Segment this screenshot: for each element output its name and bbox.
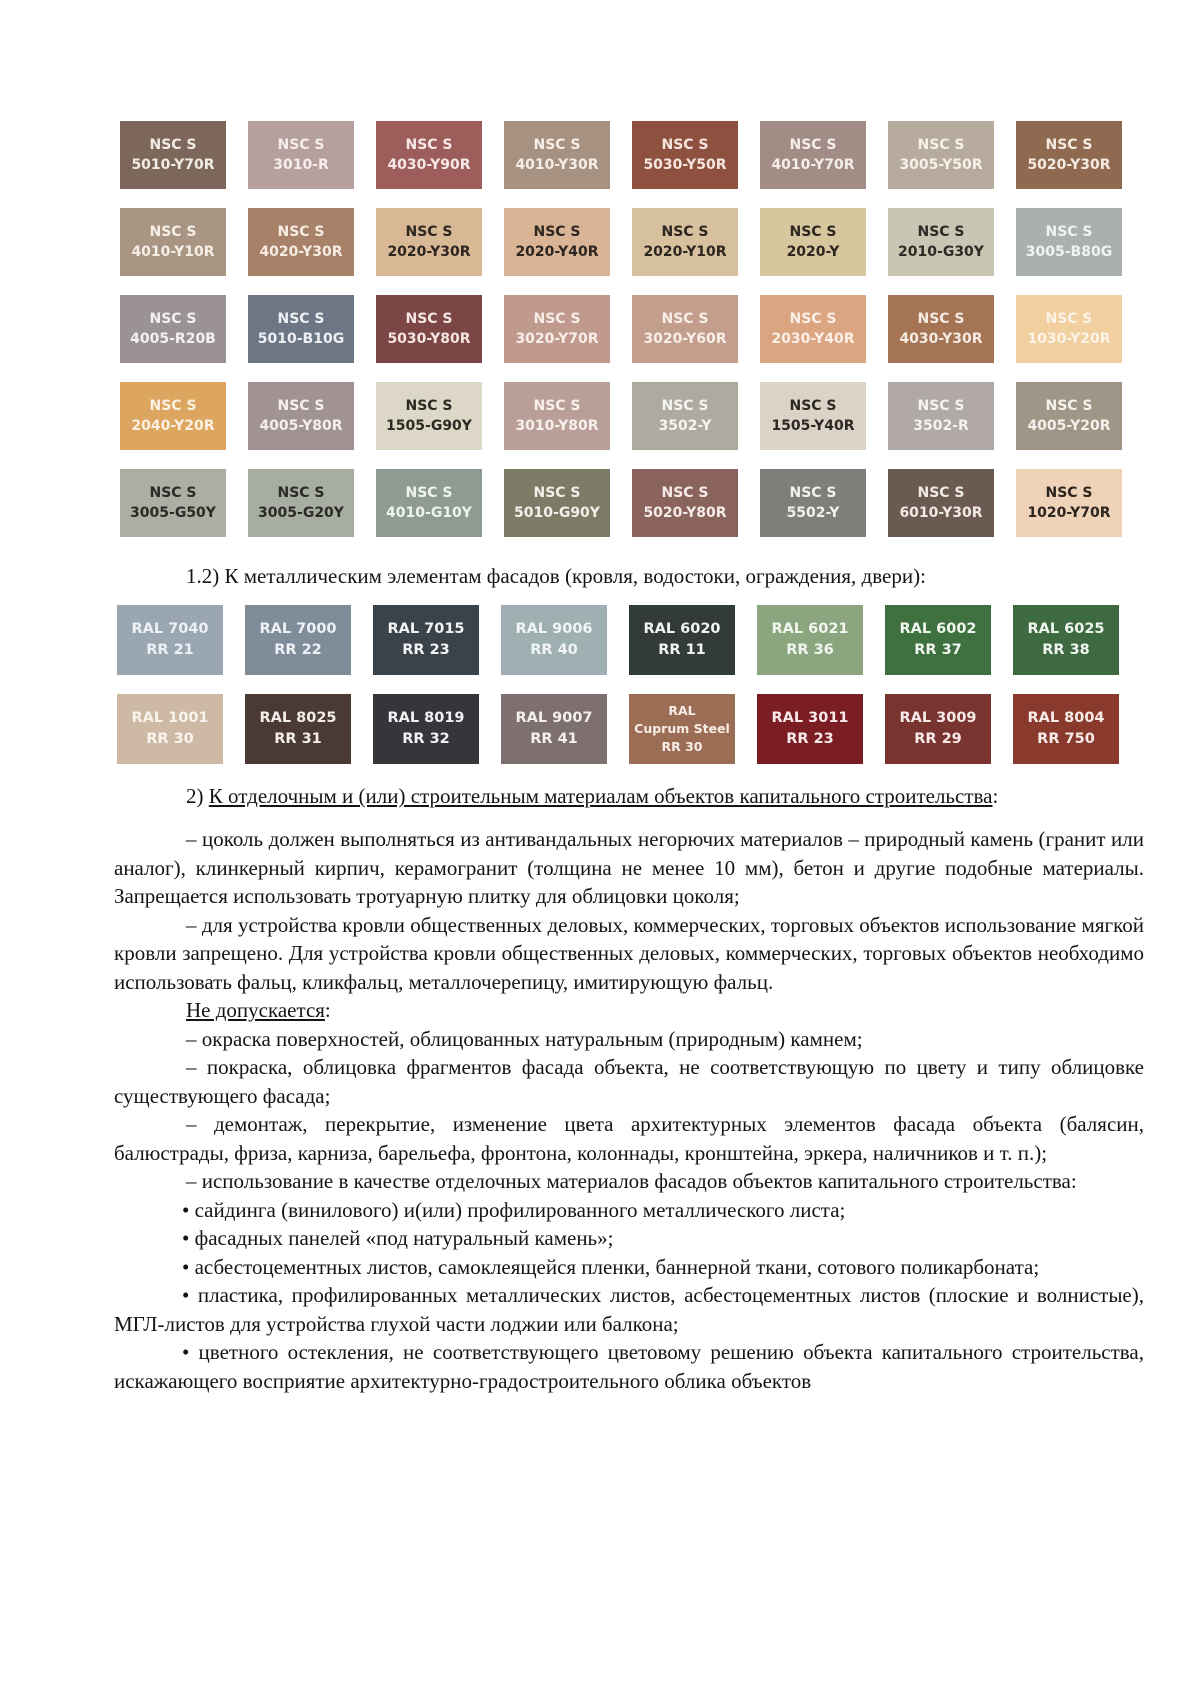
nsc-swatch (248, 382, 354, 450)
ral-swatch-label: RAL 8004 (1027, 710, 1105, 726)
nsc-swatch (760, 121, 866, 189)
nsc-swatch-label: 2040-Y20R (131, 418, 215, 434)
nsc-swatch (888, 469, 994, 537)
nsc-swatch-label: 5020-Y80R (643, 505, 727, 521)
nsc-swatch (376, 295, 482, 363)
ral-swatch-label: RAL 3009 (899, 710, 977, 726)
nsc-swatch-label: NSC S (917, 311, 965, 327)
nsc-swatch (376, 121, 482, 189)
nsc-swatch-label: 4005-R20B (130, 331, 216, 347)
ral-swatch-label: RR 29 (914, 731, 962, 747)
ral-swatch-label: RAL (668, 703, 696, 718)
not-allowed-label: Не допускается (186, 998, 325, 1022)
nsc-swatch-label: NSC S (917, 485, 965, 501)
nsc-swatch-label: 5020-Y30R (1027, 157, 1111, 173)
nsc-swatch (504, 382, 610, 450)
nsc-swatch-label: NSC S (277, 485, 325, 501)
nsc-swatch (632, 295, 738, 363)
nsc-swatch (760, 208, 866, 276)
bullet-item: • пластика, профилированных металлических листов, асбестоцементных листов (плоские и волнистые), МГЛ-листов для устройства глухой части лоджии или балкона; (114, 1283, 1144, 1336)
ral-swatch (245, 694, 351, 764)
nsc-swatch-label: 5010-G90Y (514, 505, 600, 521)
nsc-swatch (1016, 295, 1122, 363)
nsc-swatch (248, 469, 354, 537)
nsc-swatch (120, 469, 226, 537)
metal-elements-caption: 1.2) К металлическим элементам фасадов (кровля, водостоки, ограждения, двери): (186, 564, 926, 588)
ral-swatch-label: RR 38 (1042, 642, 1090, 658)
not-allowed-heading (114, 996, 1144, 1025)
not-allowed-colon: : (324, 998, 331, 1022)
nsc-swatch (760, 469, 866, 537)
ral-swatch-label: RAL 6021 (771, 621, 849, 637)
nsc-swatch (248, 121, 354, 189)
ral-swatch (245, 605, 351, 675)
nsc-swatch-label: 2020-Y40R (515, 244, 599, 260)
nsc-swatch (888, 208, 994, 276)
nsc-swatch (632, 469, 738, 537)
nsc-swatch-label: 4010-Y10R (131, 244, 215, 260)
nsc-swatch (248, 208, 354, 276)
nsc-swatch (1016, 121, 1122, 189)
nsc-swatch-label: 3502-Y (658, 418, 712, 434)
nsc-swatch-label: NSC S (277, 224, 325, 240)
bullet-item: • сайдинга (винилового) и(или) профилированного металлического листа; (182, 1197, 846, 1222)
nsc-swatch-label: NSC S (533, 224, 581, 240)
ral-swatch (501, 694, 607, 764)
bullet-item: • фасадных панелей «под натуральный камень»; (182, 1226, 614, 1250)
nsc-swatch (1016, 208, 1122, 276)
nsc-swatch-label: 3020-Y70R (515, 331, 599, 347)
nsc-swatch-label: NSC S (789, 398, 837, 414)
nsc-swatch-label: NSC S (917, 224, 965, 240)
nsc-swatch-label: NSC S (1045, 398, 1093, 414)
ral-swatch-label: RAL 9007 (515, 710, 593, 726)
prohibition-item: – покраска, облицовка фрагментов фасада объекта, не соответствующую по цвету и типу облицовке существующего фасада; (114, 1055, 1144, 1108)
ral-swatch (117, 694, 223, 764)
nsc-swatch-label: NSC S (149, 485, 197, 501)
nsc-swatch (888, 295, 994, 363)
ral-swatch-label: RR 750 (1037, 731, 1095, 747)
nsc-swatch-label: NSC S (1045, 224, 1093, 240)
nsc-swatch-label: 4030-Y30R (899, 331, 983, 347)
ral-swatch (1013, 694, 1119, 764)
ral-swatch-label: Cuprum Steel (634, 721, 730, 736)
nsc-swatch-label: 5010-Y70R (131, 157, 215, 173)
ral-swatch-label: RR 41 (530, 731, 578, 747)
nsc-swatch-label: NSC S (405, 224, 453, 240)
nsc-swatch-label: 3010-Y80R (515, 418, 599, 434)
ral-swatch-label: RAL 8025 (259, 710, 337, 726)
nsc-swatch (504, 295, 610, 363)
nsc-color-palette (120, 121, 1122, 537)
ral-swatch-label: RAL 7040 (131, 621, 209, 637)
nsc-swatch-label: NSC S (661, 224, 709, 240)
nsc-swatch (1016, 382, 1122, 450)
ral-swatch-label: RR 22 (274, 642, 322, 658)
nsc-swatch-label: 4020-Y30R (259, 244, 343, 260)
nsc-swatch-label: 2030-Y40R (771, 331, 855, 347)
nsc-swatch (504, 121, 610, 189)
nsc-swatch-label: 2020-Y (786, 244, 840, 260)
nsc-swatch-label: 5502-Y (786, 505, 840, 521)
nsc-swatch-label: NSC S (405, 398, 453, 414)
nsc-swatch-label: NSC S (149, 398, 197, 414)
plinth-paragraph: – цоколь должен выполняться из антивандальных негорючих материалов – природный камень (гранит или аналог), клинкерный кирпич, керамогранит (толщина не менее 10 мм), бетон и другие подобные материалы. Запрещается использовать тротуарную плитку для облицовки цоколя; (114, 827, 1144, 908)
nsc-swatch (504, 208, 610, 276)
nsc-swatch-label: 2010-G30Y (898, 244, 984, 260)
nsc-swatch-label: NSC S (149, 224, 197, 240)
nsc-swatch (888, 121, 994, 189)
ral-swatch-label: RR 40 (530, 642, 578, 658)
nsc-swatch (760, 295, 866, 363)
nsc-swatch-label: 5030-Y50R (643, 157, 727, 173)
ral-swatch (117, 605, 223, 675)
ral-swatch-label: RR 30 (661, 739, 703, 754)
nsc-swatch-label: 6010-Y30R (899, 505, 983, 521)
nsc-swatch-label: 5010-B10G (257, 331, 345, 347)
nsc-swatch-label: 3502-R (913, 418, 969, 434)
nsc-swatch-label: NSC S (661, 137, 709, 153)
nsc-swatch (120, 382, 226, 450)
section-2-number: 2) (186, 784, 209, 808)
nsc-swatch-label: NSC S (277, 398, 325, 414)
prohibition-item: – окраска поверхностей, облицованных натуральным (природным) камнем; (186, 1026, 863, 1051)
ral-swatch-label: RR 23 (786, 731, 834, 747)
nsc-swatch-label: 1505-Y40R (771, 418, 855, 434)
ral-swatch (373, 605, 479, 675)
ral-swatch (373, 694, 479, 764)
nsc-swatch-label: NSC S (405, 311, 453, 327)
nsc-swatch-label: 4010-G10Y (386, 505, 472, 521)
nsc-swatch-label: 5030-Y80R (387, 331, 471, 347)
nsc-swatch-label: 4005-Y80R (259, 418, 343, 434)
nsc-swatch-label: 3005-G20Y (258, 505, 344, 521)
nsc-swatch (376, 382, 482, 450)
ral-swatch-label: RAL 1001 (131, 710, 209, 726)
nsc-swatch-label: 4010-Y30R (515, 157, 599, 173)
nsc-swatch-label: NSC S (661, 485, 709, 501)
ral-swatch (629, 694, 735, 764)
nsc-swatch-label: NSC S (405, 137, 453, 153)
ral-swatch-label: RR 32 (402, 731, 450, 747)
ral-swatch-label: RR 36 (786, 642, 834, 658)
ral-swatch-label: RAL 6002 (899, 621, 977, 637)
ral-swatch (1013, 605, 1119, 675)
nsc-swatch-label: 2020-Y10R (643, 244, 727, 260)
roofing-paragraph: – для устройства кровли общественных деловых, коммерческих, торговых объектов использование мягкой кровли запрещено. Для устройства кровли общественных деловых, коммерческих, торговых объектов необходимо использовать фальц, кликфальц, металлочерепицу, имитирующую фальц. (114, 912, 1144, 994)
ral-swatch-label: RR 23 (402, 642, 450, 658)
ral-swatch-label: RR 31 (274, 731, 322, 747)
nsc-swatch (632, 208, 738, 276)
ral-swatch-label: RAL 3011 (771, 710, 849, 726)
nsc-swatch-label: NSC S (149, 311, 197, 327)
nsc-swatch-label: NSC S (1045, 137, 1093, 153)
nsc-swatch (120, 295, 226, 363)
nsc-swatch (120, 208, 226, 276)
nsc-swatch-label: NSC S (789, 311, 837, 327)
ral-swatch-label: RR 11 (658, 642, 706, 658)
ral-swatch-label: RAL 8019 (387, 710, 465, 726)
nsc-swatch (632, 382, 738, 450)
nsc-swatch (1016, 469, 1122, 537)
ral-swatch-label: RAL 6025 (1027, 621, 1105, 637)
nsc-swatch-label: NSC S (277, 311, 325, 327)
nsc-swatch-label: NSC S (533, 485, 581, 501)
ral-swatch (501, 605, 607, 675)
nsc-swatch-label: 3005-Y50R (899, 157, 983, 173)
ral-swatch-label: RAL 6020 (643, 621, 721, 637)
nsc-swatch-label: NSC S (661, 311, 709, 327)
nsc-swatch-label: NSC S (533, 137, 581, 153)
ral-swatch-label: RR 37 (914, 642, 962, 658)
nsc-swatch-label: NSC S (661, 398, 709, 414)
section-2-title: К отделочным и (или) строительным материалам объектов капитального строительства (208, 784, 993, 808)
nsc-swatch (632, 121, 738, 189)
nsc-swatch-label: 3020-Y60R (643, 331, 727, 347)
nsc-swatch-label: 3005-G50Y (130, 505, 216, 521)
nsc-swatch (248, 295, 354, 363)
nsc-swatch-label: 1505-G90Y (386, 418, 472, 434)
nsc-swatch-label: NSC S (917, 137, 965, 153)
nsc-swatch-label: 3010-R (273, 157, 329, 173)
prohibition-item: – демонтаж, перекрытие, изменение цвета архитектурных элементов фасада объекта (балясин, балюстрады, фриза, карниза, барельефа, фронтона, колоннады, кронштейна, эркера, наличников и т. п.); (114, 1112, 1144, 1165)
nsc-swatch-label: 4030-Y90R (387, 157, 471, 173)
section-2-heading (186, 784, 998, 809)
ral-swatch (629, 605, 735, 675)
ral-swatch (757, 694, 863, 764)
nsc-swatch-label: 4010-Y70R (771, 157, 855, 173)
bullet-item: • асбестоцементных листов, самоклеящейся пленки, баннерной ткани, сотового поликарбоната; (182, 1254, 1040, 1279)
nsc-swatch (376, 208, 482, 276)
ral-swatch (885, 694, 991, 764)
nsc-swatch-label: 1020-Y70R (1027, 505, 1111, 521)
nsc-swatch (888, 382, 994, 450)
ral-swatch-label: RAL 7000 (259, 621, 337, 637)
nsc-swatch-label: NSC S (1045, 485, 1093, 501)
ral-swatch-label: RAL 7015 (387, 621, 465, 637)
nsc-swatch-label: NSC S (533, 398, 581, 414)
nsc-swatch (760, 382, 866, 450)
nsc-swatch-label: NSC S (1045, 311, 1093, 327)
ral-swatch-label: RR 21 (146, 642, 194, 658)
body-text (114, 825, 1144, 1395)
ral-color-palette (117, 605, 1119, 764)
ral-swatch (757, 605, 863, 675)
nsc-swatch-label: 2020-Y30R (387, 244, 471, 260)
bullet-item: • цветного остекления, не соответствующего цветовому решению объекта капитального строительства, искажающего восприятие архитектурно-градостроительного облика объектов (114, 1340, 1144, 1393)
nsc-swatch-label: NSC S (789, 485, 837, 501)
nsc-swatch (120, 121, 226, 189)
nsc-swatch (504, 469, 610, 537)
nsc-swatch-label: NSC S (405, 485, 453, 501)
nsc-swatch-label: NSC S (789, 137, 837, 153)
nsc-swatch-label: 4005-Y20R (1027, 418, 1111, 434)
nsc-swatch-label: NSC S (277, 137, 325, 153)
ral-swatch-label: RAL 9006 (515, 621, 593, 637)
nsc-swatch-label: NSC S (149, 137, 197, 153)
section-2-colon: : (992, 784, 999, 808)
ral-swatch-label: RR 30 (146, 731, 194, 747)
nsc-swatch-label: 3005-B80G (1025, 244, 1113, 260)
nsc-swatch-label: NSC S (533, 311, 581, 327)
nsc-swatch-label: NSC S (789, 224, 837, 240)
nsc-swatch-label: 1030-Y20R (1027, 331, 1111, 347)
nsc-swatch (376, 469, 482, 537)
prohibition-item: – использование в качестве отделочных материалов фасадов объектов капитального строительства: (186, 1169, 1077, 1193)
ral-swatch (885, 605, 991, 675)
nsc-swatch-label: NSC S (917, 398, 965, 414)
